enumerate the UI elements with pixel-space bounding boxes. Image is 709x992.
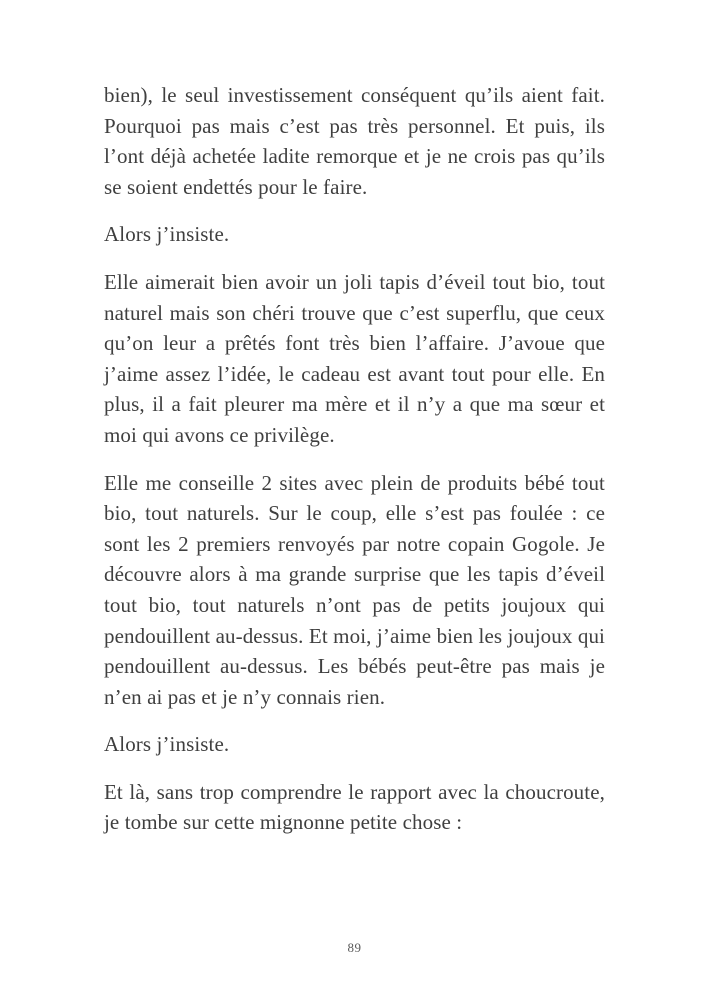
page-body-text: [104, 80, 605, 838]
paragraph: Alors j’insiste.: [104, 222, 230, 247]
page-number: 89: [347, 940, 362, 955]
paragraph: Et là, sans trop comprendre le rapport avec la choucroute, je tombe sur cette mignonne petite chose :: [104, 779, 605, 835]
paragraph: Elle aimerait bien avoir un joli tapis d’éveil tout bio, tout naturel mais son chéri trouve que c’est superflu, que ceux qu’on leur a prêtés font très bien l’affaire. J’avoue que j’aime assez l’idée, le cadeau est avant tout pour elle. En plus, il a fait pleurer ma mère et il n’y a que ma sœur et moi qui avons ce privilège.: [104, 269, 605, 447]
paragraph: Alors j’insiste.: [104, 732, 230, 757]
paragraph: bien), le seul investissement conséquent qu’ils aient fait. Pourquoi pas mais c’est pas très personnel. Et puis, ils l’ont déjà achetée ladite remorque et je ne crois pas qu’ils se soient endettés pour le faire.: [104, 83, 605, 199]
paragraph: Elle me conseille 2 sites avec plein de produits bébé tout bio, tout naturels. Sur le coup, elle s’est pas foulée : ce sont les 2 premiers renvoyés par notre copain Gogole. Je découvre alors à ma grande surprise que les tapis d’éveil tout bio, tout naturels n’ont pas de petits joujoux qui pendouillent au-dessus. Et moi, j’aime bien les joujoux qui pendouillent au-dessus. Les bébés peut-être pas mais je n’en ai pas et je n’y connais rien.: [104, 470, 605, 709]
